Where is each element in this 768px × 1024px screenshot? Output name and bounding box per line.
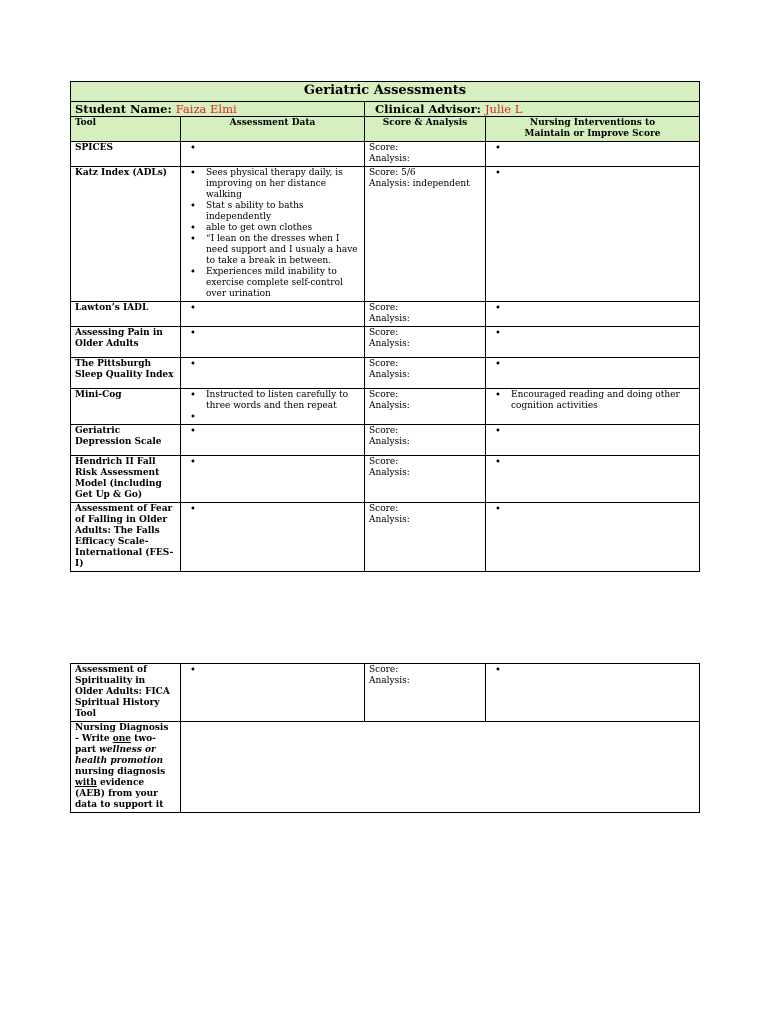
- list-item: • Stat s ability to baths independently: [190, 201, 360, 223]
- assessment-data: [181, 425, 365, 456]
- score: Score:: [369, 457, 399, 467]
- score-cell: [365, 327, 486, 358]
- clinical-advisor: [365, 102, 700, 117]
- interventions-cell: [486, 358, 700, 389]
- assessment-data: [181, 456, 365, 503]
- table-row: [71, 389, 700, 425]
- diagnosis-text: two-part: [75, 734, 156, 755]
- analysis: Analysis:: [369, 676, 410, 686]
- list-item: • Sees physical therapy daily, is improving on her distance walking: [190, 168, 360, 201]
- interventions-cell: [486, 389, 700, 425]
- analysis: Analysis: independent: [369, 179, 470, 189]
- interventions-cell: [486, 302, 700, 327]
- interventions-cell: [486, 664, 700, 722]
- tool-name: The Pittsburgh Sleep Quality Index: [71, 358, 181, 389]
- table-row: [71, 358, 700, 389]
- score: Score:: [369, 390, 399, 400]
- score-cell: [365, 664, 486, 722]
- table-row: [71, 664, 700, 722]
- tool-name: SPICES: [71, 142, 181, 167]
- col-header-assessment: Assessment Data: [181, 117, 365, 142]
- advisor-value: Julie L: [484, 102, 523, 116]
- analysis: Analysis:: [369, 154, 410, 164]
- assessment-data: [181, 302, 365, 327]
- analysis: Analysis:: [369, 370, 410, 380]
- student-name: [71, 102, 365, 117]
- score-cell: [365, 302, 486, 327]
- analysis: Analysis:: [369, 437, 410, 447]
- table-row: [71, 425, 700, 456]
- diagnosis-italic: wellness or health promotion: [75, 745, 164, 766]
- analysis: Analysis:: [369, 468, 410, 478]
- list-item: • able to get own clothes: [190, 223, 360, 234]
- col-header-tool: Tool: [71, 117, 181, 142]
- page-title: Geriatric Assessments: [71, 82, 700, 102]
- analysis: Analysis:: [369, 515, 410, 525]
- score-cell: [365, 167, 486, 302]
- diagnosis-text: evidence (AEB) from your data to support it: [75, 778, 164, 810]
- assessment-table: [70, 81, 700, 572]
- list-item: • Experiences mild inability to exercise complete self-control over urination: [190, 267, 360, 300]
- score: Score:: [369, 426, 399, 436]
- score: Score:: [369, 143, 399, 153]
- advisor-label: Clinical Advisor:: [375, 102, 481, 116]
- diagnosis-text: nursing diagnosis: [75, 767, 166, 777]
- table-row: [71, 456, 700, 503]
- score: Score:: [369, 665, 399, 675]
- assessment-data: [181, 664, 365, 722]
- score: Score:: [369, 303, 399, 313]
- diagnosis-heading: Nursing Diagnosis: [75, 723, 169, 733]
- score: Score: 5/6: [369, 168, 416, 178]
- nursing-diagnosis-prompt: [71, 722, 181, 813]
- spirituality-table: [70, 663, 700, 813]
- list-item: • Instructed to listen carefully to three words and then repeat: [190, 390, 360, 412]
- table-row: [71, 302, 700, 327]
- student-label: Student Name:: [75, 102, 172, 116]
- diagnosis-text: - Write: [75, 734, 113, 744]
- assessment-data: [181, 167, 365, 302]
- table-row: [71, 327, 700, 358]
- score: Score:: [369, 504, 399, 514]
- tool-name: Mini-Cog: [71, 389, 181, 425]
- interventions-cell: [486, 167, 700, 302]
- list-item: • “I lean on the dresses when I need support and I usualy a have to take a break in between.: [190, 234, 360, 267]
- score-cell: [365, 389, 486, 425]
- diagnosis-one: one: [112, 734, 132, 744]
- score-cell: [365, 425, 486, 456]
- list-item: • Encouraged reading and doing other cognition activities: [495, 390, 695, 412]
- score: Score:: [369, 328, 399, 338]
- assessment-data: [181, 142, 365, 167]
- score-cell: [365, 503, 486, 572]
- nursing-diagnosis-answer[interactable]: [181, 722, 700, 813]
- diagnosis-with: with: [75, 778, 97, 788]
- score-cell: [365, 358, 486, 389]
- interventions-cell: [486, 142, 700, 167]
- assessment-data: [181, 389, 365, 425]
- tool-name: Assessing Pain in Older Adults: [71, 327, 181, 358]
- tool-name: Hendrich II Fall Risk Assessment Model (including Get Up & Go): [71, 456, 181, 503]
- tool-name: Geriatric Depression Scale: [71, 425, 181, 456]
- assessment-data: [181, 503, 365, 572]
- tool-name: Assessment of Spirituality in Older Adults: FICA Spiritual History Tool: [71, 664, 181, 722]
- tool-name: Katz Index (ADLs): [71, 167, 181, 302]
- student-value: Faiza Elmi: [175, 102, 237, 116]
- analysis: Analysis:: [369, 401, 410, 411]
- interventions-cell: [486, 503, 700, 572]
- analysis: Analysis:: [369, 314, 410, 324]
- col-header-interventions: Nursing Interventions to Maintain or Improve Score: [486, 117, 700, 142]
- assessment-data: [181, 327, 365, 358]
- table-row: [71, 503, 700, 572]
- table-row: [71, 142, 700, 167]
- table-row: [71, 722, 700, 813]
- table-row: [71, 167, 700, 302]
- score-cell: [365, 456, 486, 503]
- interventions-cell: [486, 425, 700, 456]
- col-header-score: Score & Analysis: [365, 117, 486, 142]
- tool-name: Assessment of Fear of Falling in Older Adults: The Falls Efficacy Scale-International (FES-I): [71, 503, 181, 572]
- interventions-cell: [486, 456, 700, 503]
- assessment-data: [181, 358, 365, 389]
- analysis: Analysis:: [369, 339, 410, 349]
- score: Score:: [369, 359, 399, 369]
- score-cell: [365, 142, 486, 167]
- tool-name: Lawton’s IADL: [71, 302, 181, 327]
- interventions-cell: [486, 327, 700, 358]
